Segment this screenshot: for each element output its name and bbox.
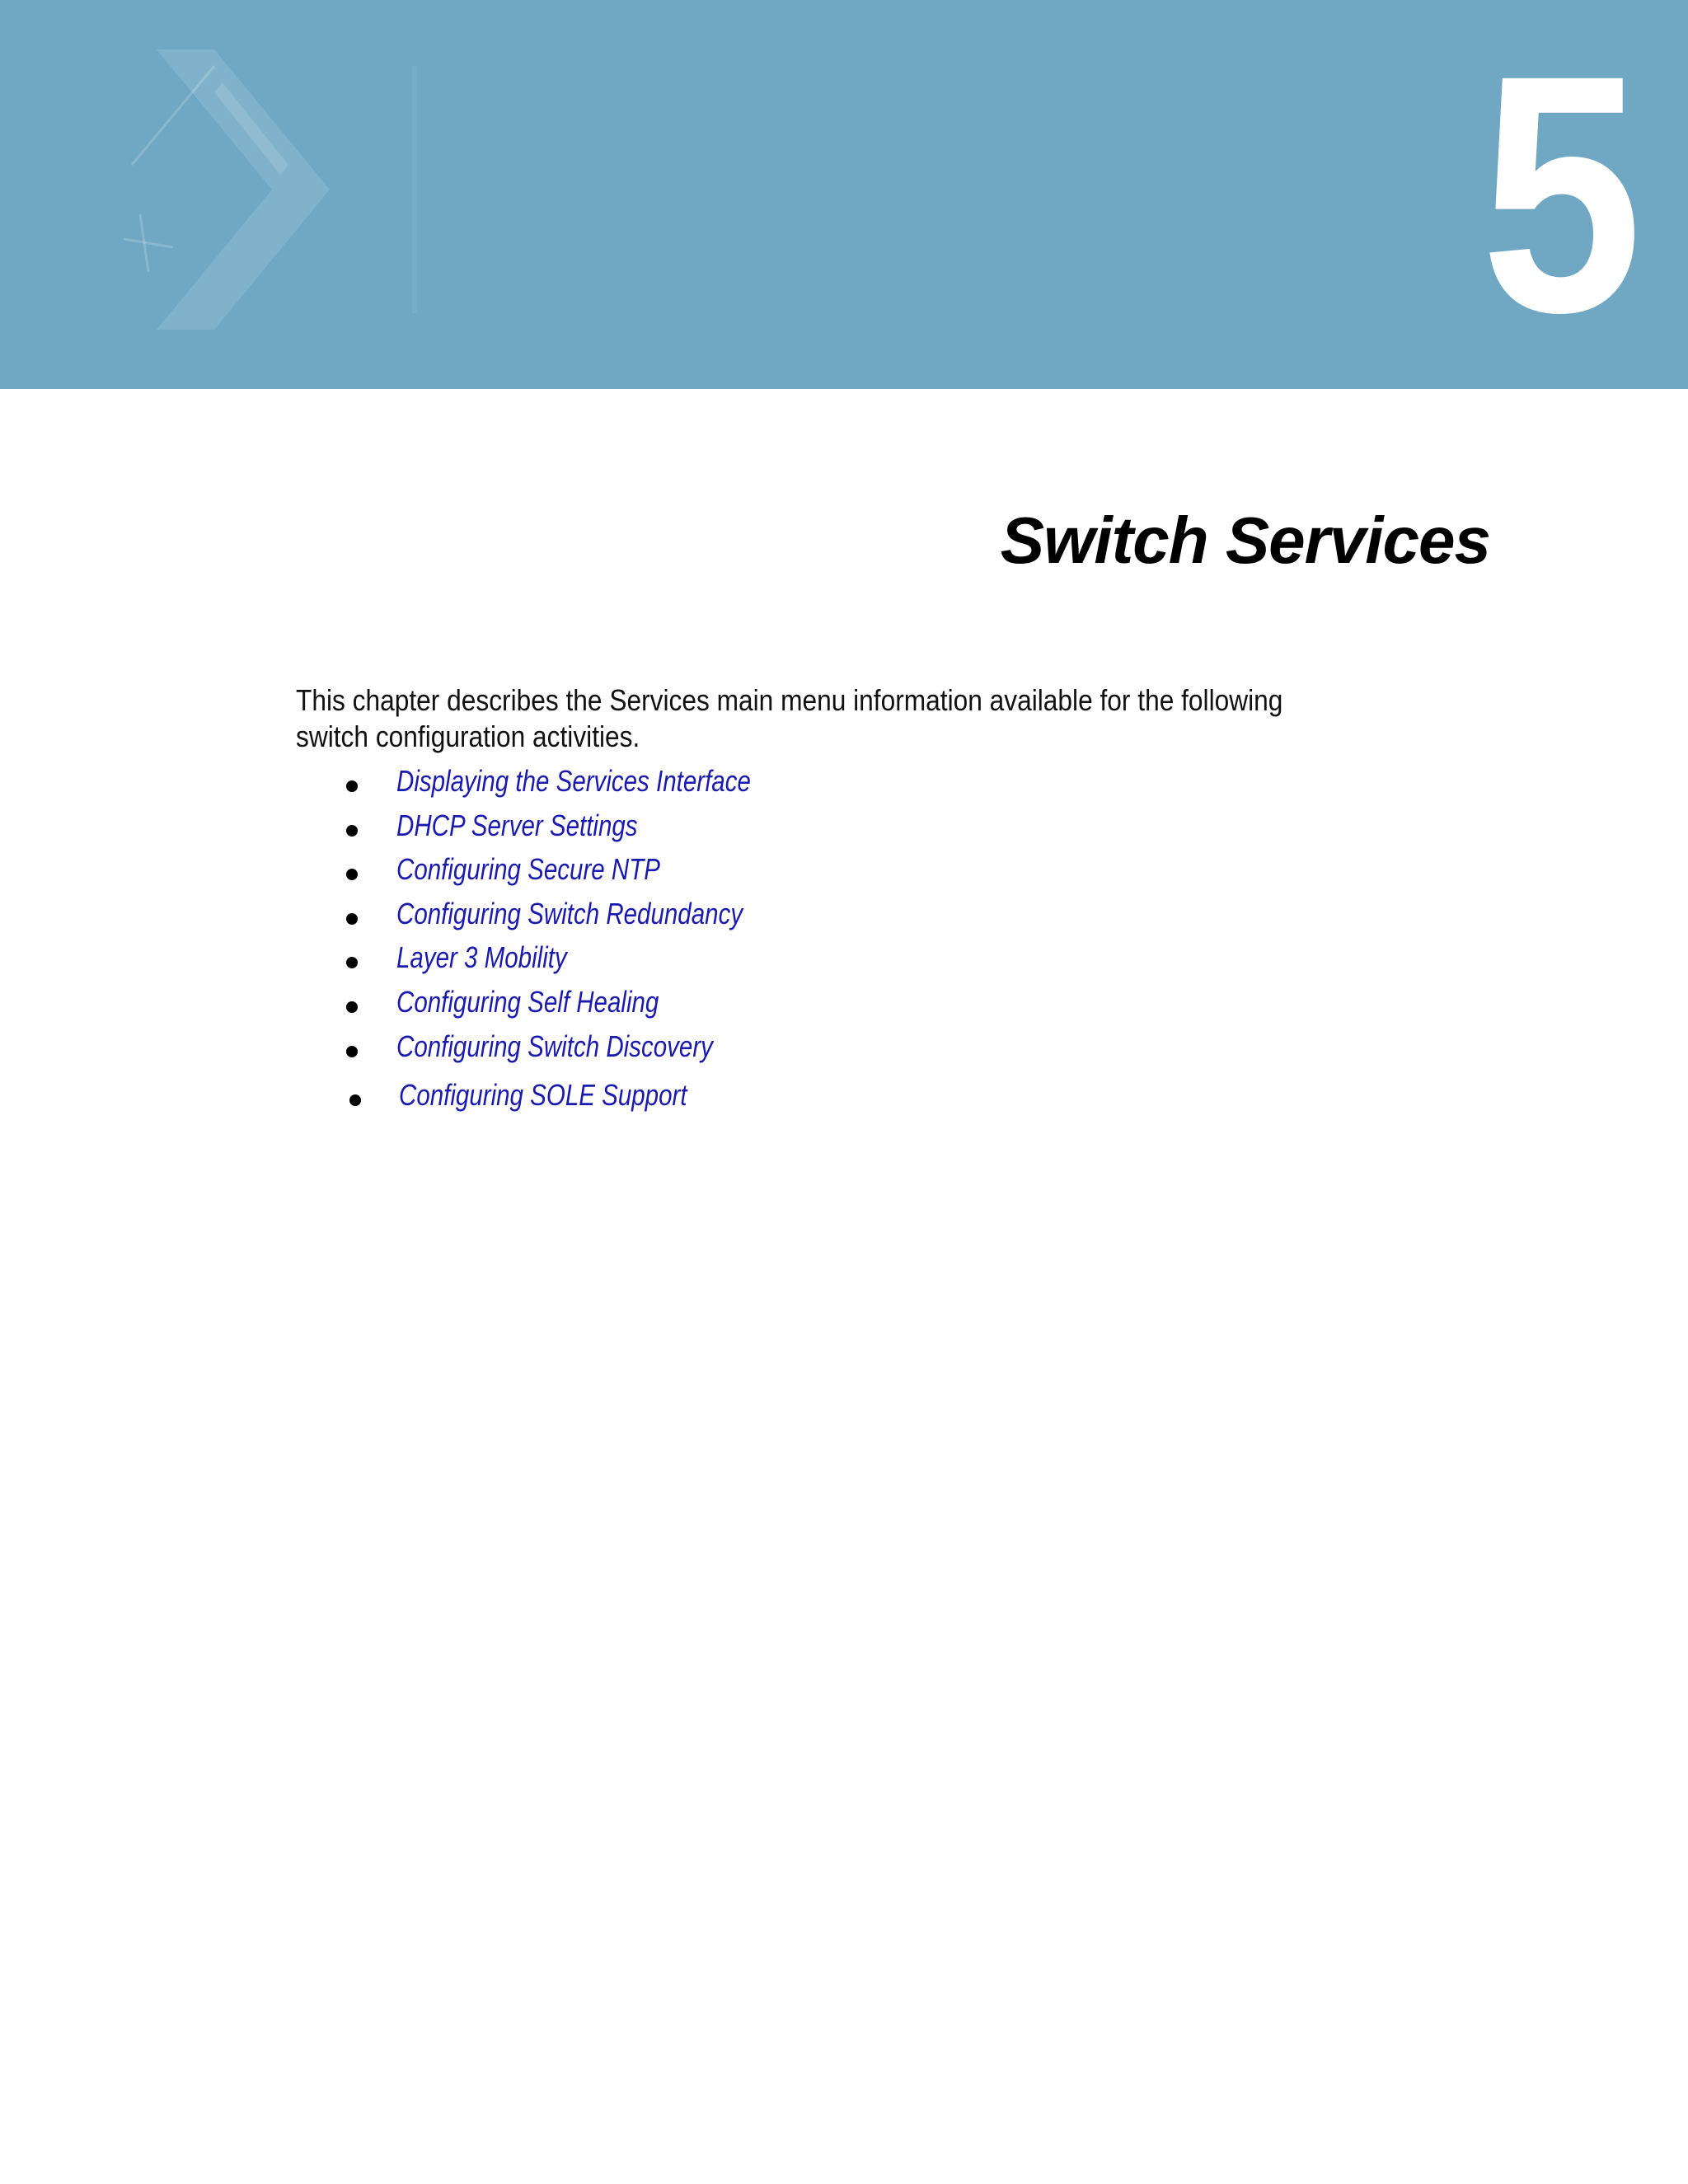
- bullet-icon: [346, 1046, 358, 1057]
- bullet-icon: [346, 869, 358, 880]
- chapter-banner: [0, 0, 1688, 389]
- chapter-number: 5: [1480, 5, 1635, 382]
- topic-link-displaying-services-interface[interactable]: Displaying the Services Interface: [396, 764, 751, 798]
- topic-link-configuring-secure-ntp[interactable]: Configuring Secure NTP: [396, 852, 660, 887]
- bullet-icon: [346, 913, 358, 925]
- bullet-icon: [346, 780, 358, 792]
- topic-link-layer-3-mobility[interactable]: Layer 3 Mobility: [396, 940, 567, 975]
- topic-link-configuring-sole-support[interactable]: Configuring SOLE Support: [399, 1078, 687, 1113]
- topic-link-configuring-switch-discovery[interactable]: Configuring Switch Discovery: [396, 1029, 713, 1063]
- chapter-title: Switch Services: [1000, 504, 1490, 577]
- bullet-icon: [346, 825, 358, 837]
- bullet-icon: [346, 1001, 358, 1013]
- arrow-logo-watermark-icon: [124, 33, 453, 346]
- bullet-icon: [349, 1094, 361, 1106]
- topic-link-dhcp-server-settings[interactable]: DHCP Server Settings: [396, 808, 638, 842]
- intro-paragraph: This chapter describes the Services main menu information available for the following switch configuration activities.: [296, 683, 1283, 753]
- bullet-icon: [346, 957, 358, 968]
- topic-link-configuring-switch-redundancy[interactable]: Configuring Switch Redundancy: [396, 896, 743, 930]
- topic-link-configuring-self-healing[interactable]: Configuring Self Healing: [396, 984, 659, 1019]
